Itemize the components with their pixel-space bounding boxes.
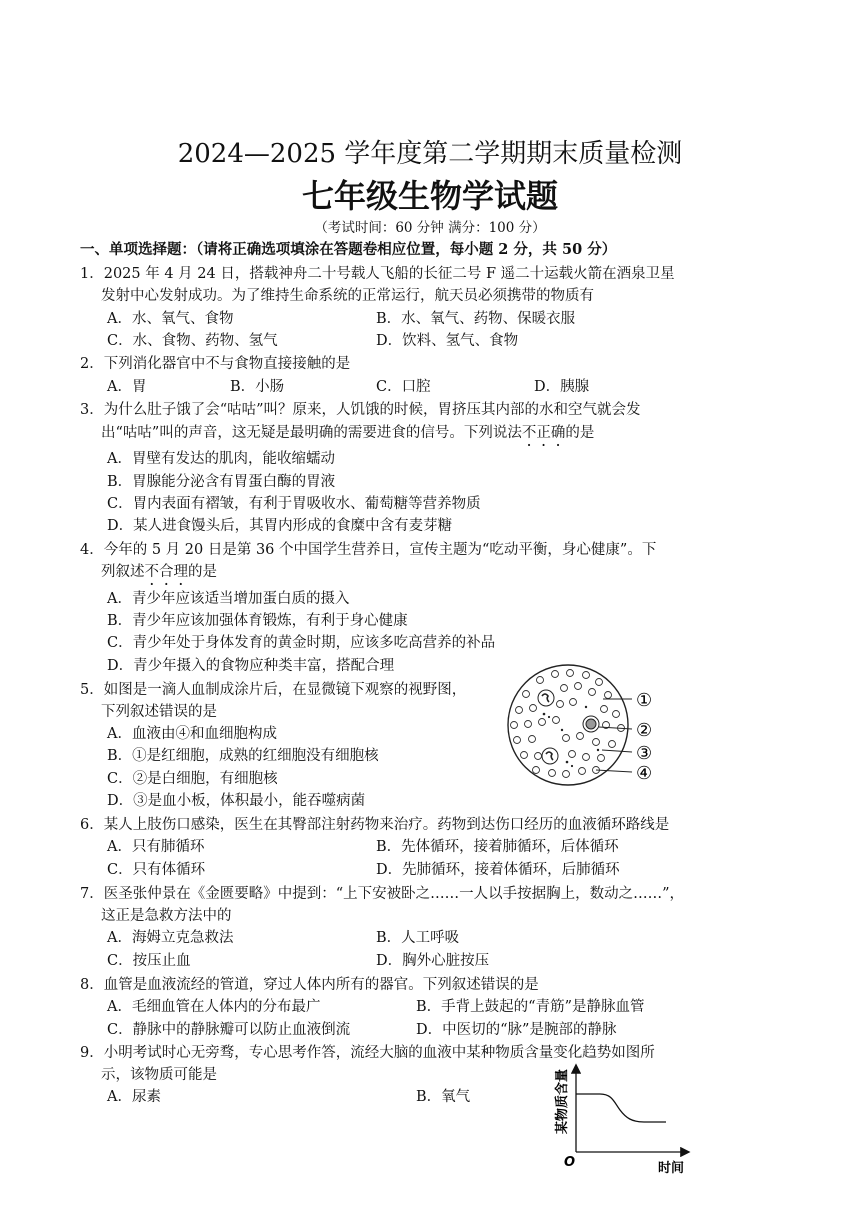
q8-option-c: C．静脉中的静脉瓣可以防止血液倒流 [107, 1022, 351, 1038]
exam-info: （考试时间：60 分钟 满分：100 分） [314, 220, 546, 236]
q4-option-b: B．青少年应该加强体育锻炼，有利于身心健康 [107, 613, 408, 629]
q7-option-b: B．人工呼吸 [376, 930, 460, 946]
q9-option-a: A．尿素 [107, 1089, 161, 1105]
q3-option-a: A．胃壁有发达的肌肉，能收缩蠕动 [107, 451, 335, 467]
q2-option-c: C．口腔 [376, 379, 431, 395]
subject-title: 七年级生物学试题 [301, 177, 558, 215]
exam-title: 2024—2025 学年度第二学期期末质量检测 [177, 139, 683, 169]
q6-option-a: A．只有肺循环 [107, 839, 205, 855]
q3-option-b: B．胃腺能分泌含有胃蛋白酶的胃液 [107, 474, 336, 490]
section-heading: 一、单项选择题：（请将正确选项填涂在答题卷相应位置，每小题 2 分，共 50 分） [80, 241, 617, 258]
fig-label-4: ④ [636, 763, 653, 784]
q7-stem-line2: 这正是急救方法中的 [101, 908, 232, 924]
q2-option-b: B．小肠 [230, 379, 285, 395]
q5-option-b: B．①是红细胞，成熟的红细胞没有细胞核 [107, 748, 379, 764]
q7-option-c: C．按压止血 [107, 953, 191, 969]
q3-stem-line2 [101, 423, 594, 443]
y-axis-label: 某物质含量 [555, 1068, 570, 1134]
q8-option-d: D．中医切的“脉”是腕部的静脉 [416, 1022, 617, 1038]
q4-emph-3: 理 [173, 564, 188, 580]
q4-emph-2: 合 [159, 564, 174, 580]
q6-option-d: D．先肺循环，接着体循环，后肺循环 [376, 862, 620, 878]
blood-smear-figure [500, 662, 700, 790]
q5-option-a: A．血液由④和血细胞构成 [107, 726, 277, 742]
substance-trend-graph [548, 1060, 698, 1180]
q3-emph-1: 不 [521, 425, 537, 441]
q1-stem-line1: 1．2025 年 4 月 24 日，搭载神舟二十号载人飞船的长征二号 F 遥二十运载火箭在酒泉卫星 [80, 266, 675, 282]
q4-option-a: A．青少年应该适当增加蛋白质的摄入 [107, 591, 350, 607]
q7-option-a: A．海姆立克急救法 [107, 930, 234, 946]
q3-stem-line1: 3．为什么肚子饿了会“咕咕”叫？原来，人饥饿的时候，胃挤压其内部的水和空气就会发 [80, 402, 641, 418]
q4-option-d: D．青少年摄入的食物应种类丰富，搭配合理 [107, 658, 395, 674]
q6-option-b: B．先体循环，接着肺循环，后体循环 [376, 839, 619, 855]
q2-stem: 2．下列消化器官中不与食物直接接触的是 [80, 356, 351, 372]
q7-stem-line1: 7．医圣张仲景在《金匮要略》中提到：“上下安被卧之……一人以手按据胸上，数动之……”， [80, 886, 685, 902]
origin-label: O [564, 1155, 576, 1170]
q1-option-a: A．水、氧气、食物 [107, 311, 234, 327]
q5-option-d: D．③是血小板，体积最小，能吞噬病菌 [107, 793, 366, 809]
q1-option-b: B．水、氧气、药物、保暖衣服 [376, 311, 576, 327]
q6-stem: 6．某人上肢伤口感染，医生在其臀部注射药物来治疗。药物到达伤口经历的血液循环路线是 [80, 817, 670, 833]
q4-emph-1: 不 [144, 564, 159, 580]
q4-stem-line1: 4．今年的 5 月 20 日是第 36 个中国学生营养日，宣传主题为“吃动平衡，身心健康”。下 [80, 542, 657, 558]
fig-label-2: ② [636, 720, 653, 741]
q8-option-a: A．毛细血管在人体内的分布最广 [107, 999, 321, 1015]
q3-emph-3: 确 [550, 425, 566, 441]
q8-stem: 8．血管是血液流经的管道，穿过人体内所有的器官。下列叙述错误的是 [80, 977, 539, 993]
q4-stem-tail: 的是 [188, 564, 217, 580]
q3-option-d: D．某人进食馒头后，其胃内形成的食糜中含有麦芽糖 [107, 518, 453, 534]
q3-stem-text: 出“咕咕”叫的声音，这无疑是最明确的需要进食的信号。下列说法 [101, 425, 522, 441]
q9-stem-line2: 示，该物质可能是 [101, 1067, 217, 1083]
trend-curve [576, 1094, 666, 1122]
q4-stem-text: 列叙述 [101, 564, 145, 580]
q3-stem-tail: 的是 [565, 425, 595, 441]
q8-option-b: B．手背上鼓起的“青筋”是静脉血管 [416, 999, 645, 1015]
q2-option-d: D．胰腺 [534, 379, 590, 395]
q1-option-d: D．饮料、氢气、食物 [376, 333, 519, 349]
q6-option-c: C．只有体循环 [107, 862, 206, 878]
q9-stem-line1: 9．小明考试时心无旁骛，专心思考作答，流经大脑的血液中某种物质含量变化趋势如图所 [80, 1045, 655, 1061]
q1-stem-line2: 发射中心发射成功。为了维持生命系统的正常运行，航天员必须携带的物质有 [101, 288, 594, 304]
q9-option-b: B．氧气 [416, 1089, 471, 1105]
q3-option-c: C．胃内表面有褶皱，有利于胃吸收水、葡萄糖等营养物质 [107, 496, 481, 512]
fig-label-3: ③ [636, 743, 653, 764]
q4-stem-line2 [101, 562, 217, 582]
q3-emph-2: 正 [536, 425, 551, 441]
q5-option-c: C．②是白细胞，有细胞核 [107, 771, 278, 787]
q2-option-a: A．胃 [107, 379, 147, 395]
fig-label-1: ① [636, 690, 653, 711]
q4-option-c: C．青少年处于身体发育的黄金时期，应该多吃高营养的补品 [107, 635, 496, 651]
q5-stem-line1: 5．如图是一滴人血制成涂片后，在显微镜下观察的视野图， [80, 682, 467, 698]
q5-stem-line2: 下列叙述错误的是 [101, 704, 217, 720]
x-axis-label: 时间 [658, 1161, 685, 1176]
q7-option-d: D．胸外心脏按压 [376, 953, 490, 969]
q1-option-c: C．水、食物、药物、氢气 [107, 333, 278, 349]
